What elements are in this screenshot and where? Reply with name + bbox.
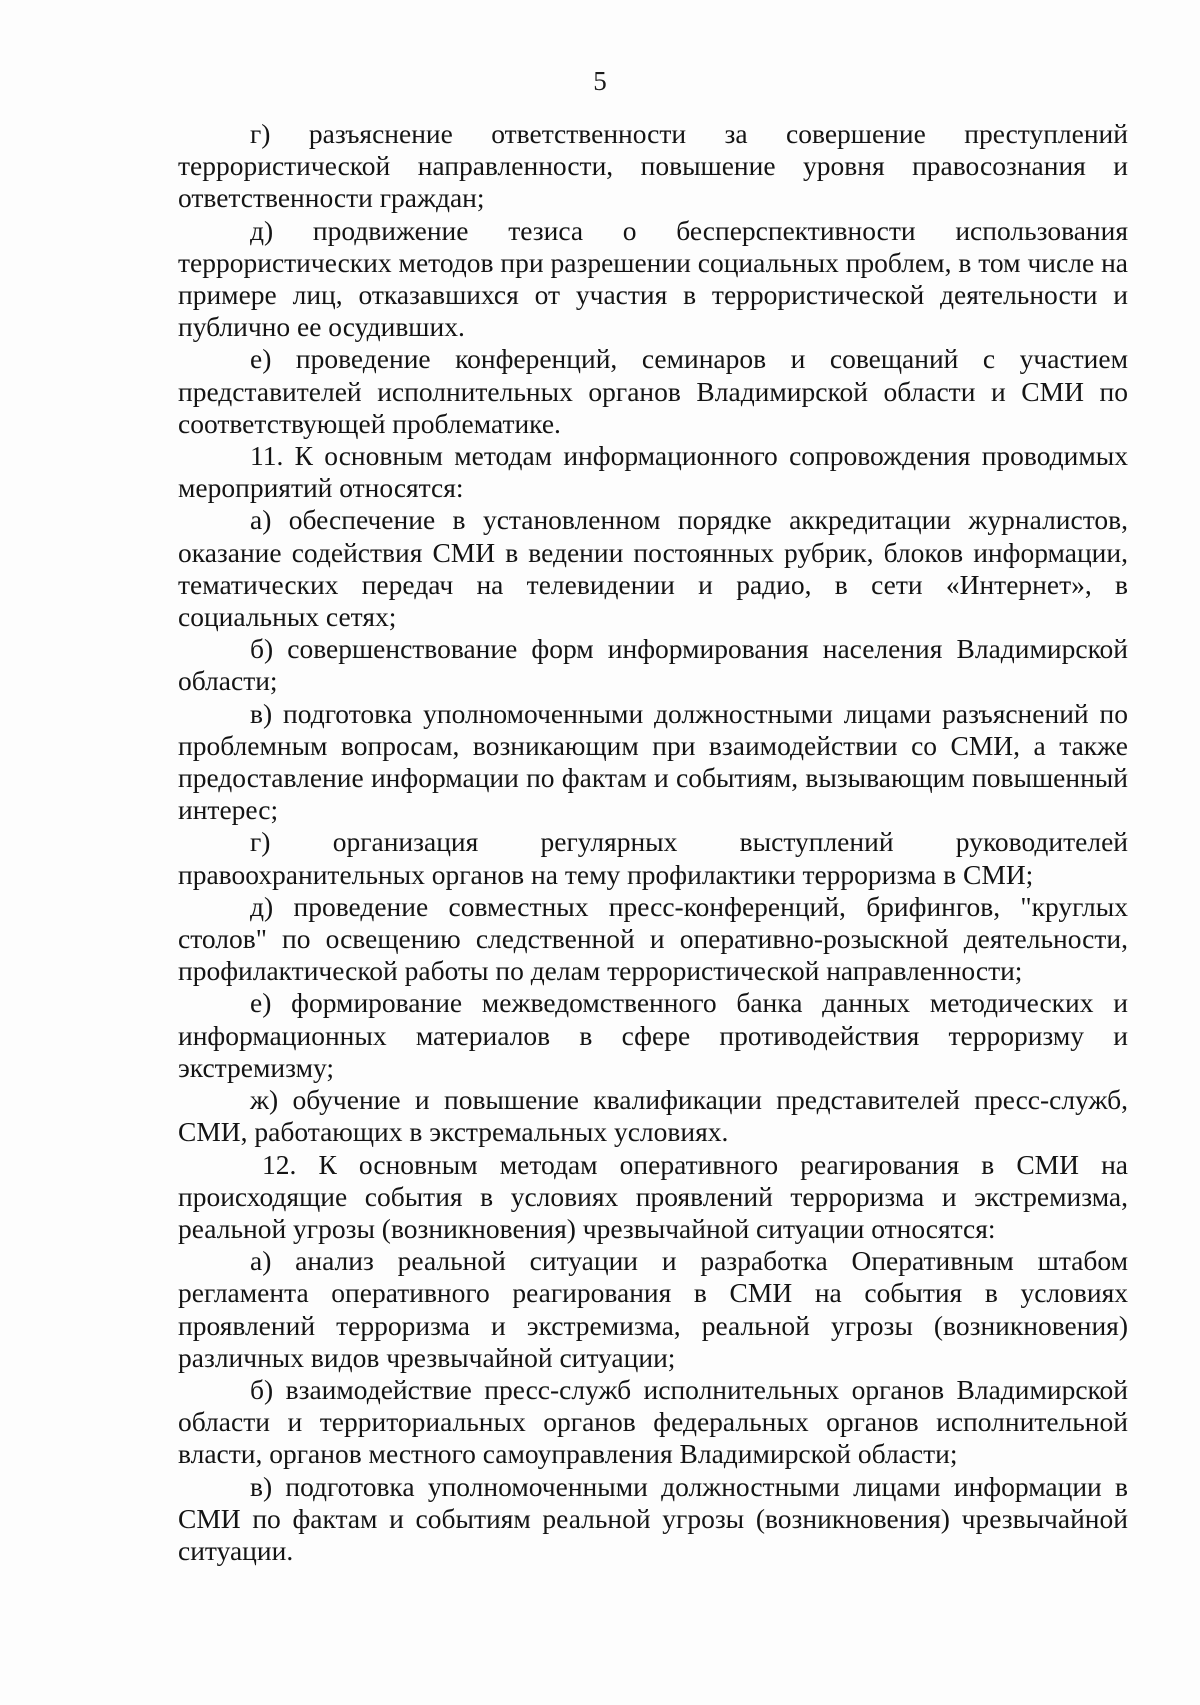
paragraph-v-preparation: в) подготовка уполномоченными должностными лицами информации в СМИ по фактам и событиям реальной угрозы (возникновения) чрезвычайной ситуации. xyxy=(178,1470,1128,1566)
paragraph-a-accreditation: а) обеспечение в установленном порядке аккредитации журналистов, оказание содействия СМИ в ведении постоянных рубрик, блоков информации, тематических передач на телевидении и радио, в сети «Интернет», в социальных сетях; xyxy=(178,504,1128,633)
paragraph-d-thesis: д) продвижение тезиса о бесперспективности использования террористических методов при разрешении социальных проблем, в том числе на примере лиц, отказавшихся от участия в террористической деятельности и публично ее осудивших. xyxy=(178,214,1128,343)
paragraph-a-analysis: а) анализ реальной ситуации и разработка Оперативным штабом регламента оперативного реагирования в СМИ на события в условиях проявлений терроризма и экстремизма, реальной угрозы (возникновения) различных видов чрезвычайной ситуации; xyxy=(178,1245,1128,1373)
document-body xyxy=(178,118,1128,1567)
paragraph-g-speeches: г) организация регулярных выступлений руководителей правоохранительных органов на тему профилактики терроризма в СМИ; xyxy=(178,826,1128,890)
paragraph-b-cooperation: б) взаимодействие пресс-служб исполнительных органов Владимирской области и территориальных органов федеральных органов исполнительной власти, органов местного самоуправления Владимирской области; xyxy=(178,1373,1128,1470)
paragraph-g-responsibility: г) разъяснение ответственности за совершение преступлений террористической направленности, повышение уровня правосознания и ответственности граждан; xyxy=(178,118,1128,214)
paragraph-e-data-bank: е) формирование межведомственного банка данных методических и информационных материалов в сфере противодействия терроризму и экстремизму; xyxy=(178,987,1128,1083)
paragraph-e-conferences: е) проведение конференций, семинаров и совещаний с участием представителей исполнительных органов Владимирской области и СМИ по соответствующей проблематике. xyxy=(178,343,1128,439)
paragraph-v-explanations: в) подготовка уполномоченными должностными лицами разъяснений по проблемным вопросам, возникающим при взаимодействии со СМИ, а также предоставление информации по фактам и событиям, вызывающим повышенный интерес; xyxy=(178,697,1128,826)
paragraph-12-response-methods: 12. К основным методам оперативного реагирования в СМИ на происходящие события в условиях проявлений терроризма и экстремизма, реальной угрозы (возникновения) чрезвычайной ситуации относятся: xyxy=(178,1148,1128,1244)
paragraph-11-info-methods: 11. К основным методам информационного сопровождения проводимых мероприятий относятся: xyxy=(178,440,1128,504)
paragraph-d-press-conferences: д) проведение совместных пресс-конференций, брифингов, "круглых столов" по освещению следственной и оперативно-розыскной деятельности, профилактической работы по делам террористической направленности; xyxy=(178,890,1128,987)
page-number: 5 xyxy=(593,66,607,96)
paragraph-zh-training: ж) обучение и повышение квалификации представителей пресс-служб, СМИ, работающих в экстремальных условиях. xyxy=(178,1084,1128,1148)
paragraph-b-informing: б) совершенствование форм информирования населения Владимирской области; xyxy=(178,633,1128,697)
